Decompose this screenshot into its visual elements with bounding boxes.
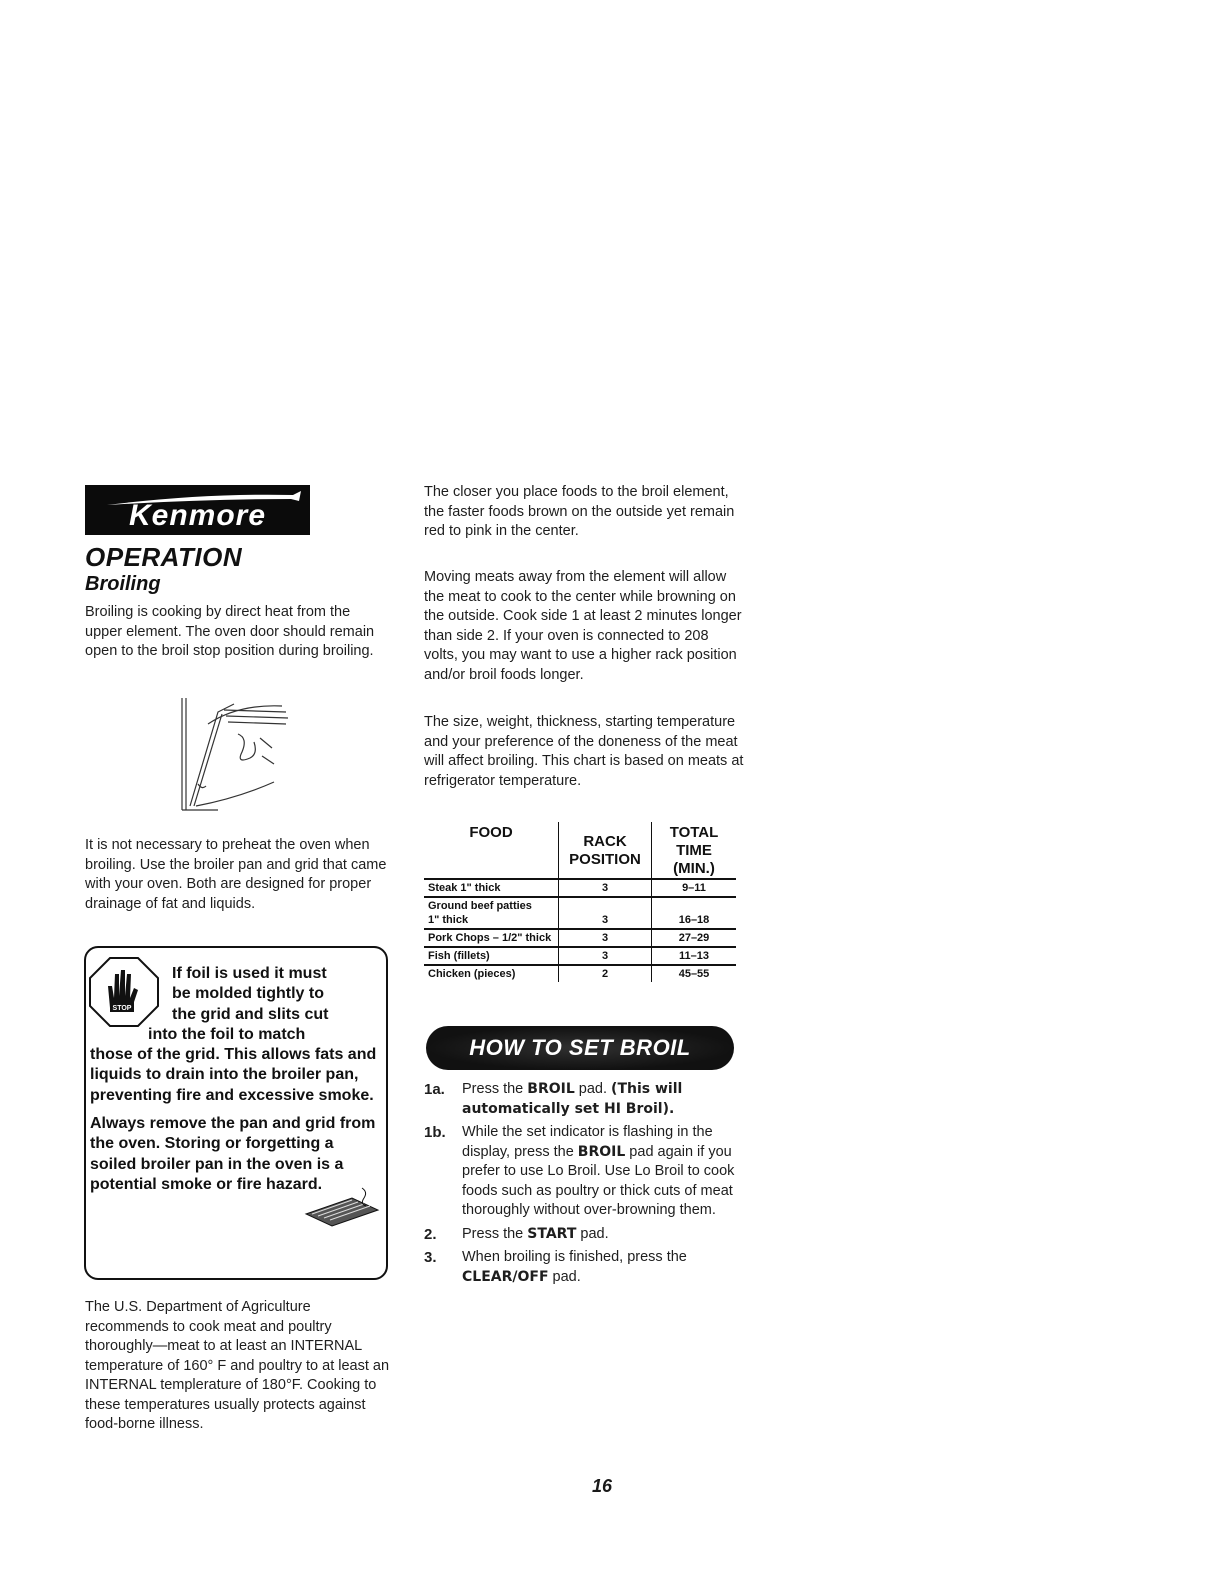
svg-text:STOP: STOP [112,1005,132,1012]
table-row [424,929,736,947]
warning-line-2: be molded tightly to [172,985,324,1003]
warning-text [90,964,382,1195]
warning-line-3: the grid and slits cut [172,1005,329,1023]
header-time-line2: TIME (MIN.) [673,842,715,877]
warning-box [84,946,388,1280]
broiling-chart [424,822,736,982]
step-text-post: pad. [548,1268,581,1285]
header-rack-line1: RACK [583,833,627,850]
food-cell: Fish (fillets) [424,947,559,965]
list-item [424,1225,744,1245]
step-text-pre: Press the [462,1081,528,1097]
warning-remove-pan: Always remove the pan and grid from the oven. Storing or forgetting a soiled broiler pan in the oven is a potential smoke or fire hazard. [90,1115,376,1193]
step-text-pre: While the set indicator is flashing in the display, press the [462,1124,713,1160]
list-item [424,1123,744,1221]
step-number: 2. [424,1225,437,1243]
list-item [424,1248,744,1287]
step-text-post: pad. [576,1225,609,1242]
header-time-line1: TOTAL [669,824,719,841]
step-bold-tail: (This will automatically set HI Broil). [462,1081,683,1117]
kenmore-logo [85,485,310,535]
logo-text: Kenmore [128,499,267,532]
oven-door-illustration-icon [178,694,290,812]
table-row [424,879,736,897]
time-cell: 9–11 [652,879,737,897]
step-text-pre: Press the [462,1225,528,1242]
preheat-note: It is not necessary to preheat the oven when broiling. Use the broiler pan and grid that came with your oven. Both are designed for proper drainage of fat and liquids. [85,837,387,912]
rack-cell: 2 [559,965,652,982]
usda-note: The U.S. Department of Agriculture recommends to cook meat and poultry thoroughly—meat to at least an INTERNAL temperature of 160° F and poultry to at least an INTERNAL templerature of 180°F. Cooking to these temperatures usually protects against food-borne illness. [85,1299,390,1432]
header-rack [559,822,652,879]
header-rack-line2: POSITION [569,851,641,868]
food-cell: Chicken (pieces) [428,968,516,980]
broil-distance-note: The closer you place foods to the broil element, the faster foods brown on the outside yet remain red to pink in the center. [424,484,735,539]
rack-cell: 3 [559,879,652,897]
section-title: OPERATION [85,542,243,572]
time-cell: 27–29 [652,929,737,947]
step-key: START [527,1225,577,1242]
rack-cell: 3 [559,897,652,929]
header-time [652,822,737,879]
warning-line-4: into the foil to match [148,1025,306,1043]
rack-cell: 3 [559,947,652,965]
header-food: FOOD [424,822,559,879]
page-number: 16 [592,1476,613,1496]
warning-line-1: If foil is used it must [172,965,327,982]
step-text-post: pad. [574,1081,612,1097]
warning-line-5: those of the grid. This allows fats and liquids to drain into the broiler pan, preventing fire and excessive smoke. [90,1046,377,1104]
time-cell: 11–13 [652,947,737,965]
chart-header-row [424,822,736,879]
step-number: 1b. [424,1124,446,1141]
food-cell: Ground beef patties 1" thick [424,897,559,929]
table-row [424,897,736,929]
step-number: 3. [424,1249,437,1266]
time-cell: 45–55 [652,965,737,982]
how-to-steps [424,1080,744,1291]
food-cell: Pork Chops – 1/2" thick [424,929,559,947]
doneness-note: The size, weight, thickness, starting temperature and your preference of the doneness of the meat will affect broiling. This chart is based on meats at refrigerator temperature. [424,714,744,789]
table-row [424,965,736,982]
moving-meats-note: Moving meats away from the element will allow the meat to cook to the center while browning on the outside. Cook side 1 at least 2 minutes longer than side 2. If your oven is connected to 208 volts, you may want to use a higher rack position and/or broil foods longer. [424,569,742,683]
broiling-intro: Broiling is cooking by direct heat from the upper element. The oven door should remain open to the broil stop position during broiling. [85,604,375,659]
list-item [424,1080,744,1119]
food-cell: Steak 1" thick [424,879,559,897]
step-text-post: pad again if you prefer to use Lo Broil. Use Lo Broil to cook foods such as poultry or thick cuts of meat thoroughly without over-browning them. [462,1143,735,1218]
step-key: BROIL [577,1143,626,1160]
step-key: CLEAR/OFF [462,1268,549,1285]
how-to-banner: HOW TO SET BROIL [426,1026,734,1070]
step-text-pre: When broiling is finished, press the [462,1249,687,1265]
step-key: BROIL [527,1081,575,1097]
rack-cell: 3 [559,929,652,947]
broiler-pan-icon [302,1184,382,1230]
subsection-title: Broiling [85,573,161,595]
step-number: 1a. [424,1081,445,1098]
time-cell: 16–18 [652,897,737,929]
table-row [424,947,736,965]
